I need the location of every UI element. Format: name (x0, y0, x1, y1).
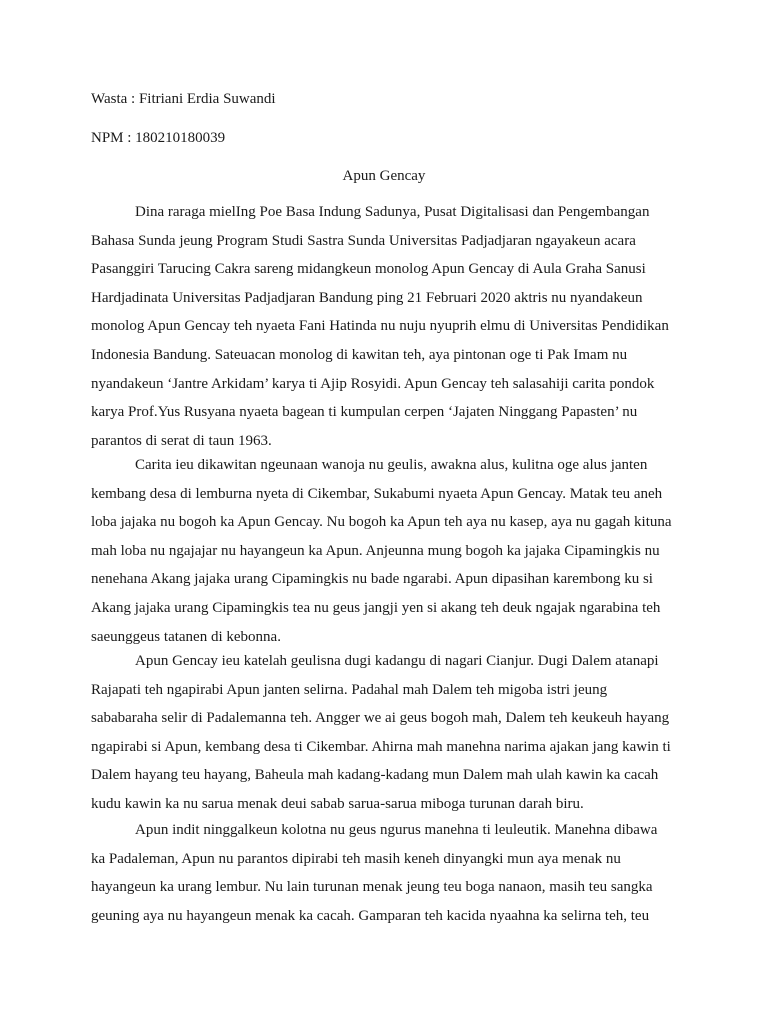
text-line: nenehana Akang jajaka urang Cipamingkis nu bade ngarabi. Apun dipasihan karembong ku si (91, 571, 653, 588)
paragraph-1 (91, 198, 681, 455)
text-line: kembang desa di lemburna nyeta di Cikembar, Sukabumi nyaeta Apun Gencay. Matak teu aneh (91, 485, 663, 502)
text-line: sababaraha selir di Padalemanna teh. Angger we ai geus bogoh mah, Dalem teh keukeuh hayang (91, 710, 670, 727)
npm-line: NPM : 180210180039 (91, 130, 226, 146)
text-line: saeunggeus tatanen di kebonna. (91, 628, 281, 645)
text-line: loba jajaka nu bogoh ka Apun Gencay. Nu bogoh ka Apun teh aya nu kasep, aya nu gagah kituna (91, 514, 672, 531)
text-line: Dina raraga mielIng Poe Basa Indung Sadunya, Pusat Digitalisasi dan Pengembangan (135, 204, 650, 220)
text-line: mah loba nu ngajajar nu hayangeun ka Apun. Anjeunna mung bogoh ka jajaka Cipamingkis nu (91, 542, 660, 559)
paragraph-2 (91, 451, 681, 651)
text-line: kudu kawin ka nu sarua menak deui sabab sarua-sarua miboga turunan darah biru. (91, 795, 584, 812)
text-line: geuning aya nu hayangeun menak ka cacah. Gamparan teh kacida nyaahna ka selirna teh, teu (91, 907, 650, 924)
text-line: Hardjadinata Universitas Padjadjaran Bandung ping 21 Februari 2020 aktris nu nyandakeun (91, 289, 643, 306)
author-name-line: Wasta : Fitriani Erdia Suwandi (91, 91, 276, 107)
text-line: parantos di serat di taun 1963. (91, 432, 272, 449)
text-line: Apun Gencay ieu katelah geulisna dugi kadangu di nagari Cianjur. Dugi Dalem atanapi (135, 653, 659, 669)
text-line: monolog Apun Gencay teh nyaeta Fani Hatinda nu nuju nyuprih elmu di Universitas Pendidikan (91, 318, 669, 335)
text-line: ka Padaleman, Apun nu parantos dipirabi teh masih keneh dinyangki mun aya menak nu (91, 850, 621, 867)
text-line: Indonesia Bandung. Sateuacan monolog di kawitan teh, aya pintonan oge ti Pak Imam nu (91, 346, 628, 363)
text-line: Apun indit ninggalkeun kolotna nu geus ngurus manehna ti leuleutik. Manehna dibawa (135, 822, 658, 838)
text-line: ngapirabi si Apun, kembang desa ti Cikembar. Ahirna mah manehna narima ajakan jang kawin ti (91, 738, 671, 755)
text-line: Carita ieu dikawitan ngeunaan wanoja nu geulis, awakna alus, kulitna oge alus janten (135, 457, 648, 473)
text-line: Akang jajaka urang Cipamingkis tea nu geus jangji yen si akang teh deuk ngajak ngarabina teh (91, 599, 661, 616)
paragraph-3 (91, 647, 681, 819)
text-line: Rajapati teh ngapirabi Apun janten selirna. Padahal mah Dalem teh migoba istri jeung (91, 681, 608, 698)
text-line: hayangeun ka urang lembur. Nu lain turunan menak jeung teu boga nanaon, masih teu sangka (91, 879, 653, 896)
text-line: Dalem hayang teu hayang, Baheula mah kadang-kadang mun Dalem mah ulah kawin ka cacah (91, 767, 659, 784)
text-line: Pasanggiri Tarucing Cakra sareng midangkeun monolog Apun Gencay di Aula Graha Sanusi (91, 261, 646, 278)
text-line: nyandakeun ‘Jantre Arkidam’ karya ti Ajip Rosyidi. Apun Gencay teh salasahiji carita pondok (91, 375, 655, 392)
text-line: Bahasa Sunda jeung Program Studi Sastra Sunda Universitas Padjadjaran ngayakeun acara (91, 232, 636, 249)
paragraph-4 (91, 816, 681, 930)
text-line: karya Prof.Yus Rusyana nyaeta bagean ti kumpulan cerpen ‘Jajaten Ninggang Papasten’ nu (91, 404, 638, 421)
document-title: Apun Gencay (342, 168, 426, 184)
